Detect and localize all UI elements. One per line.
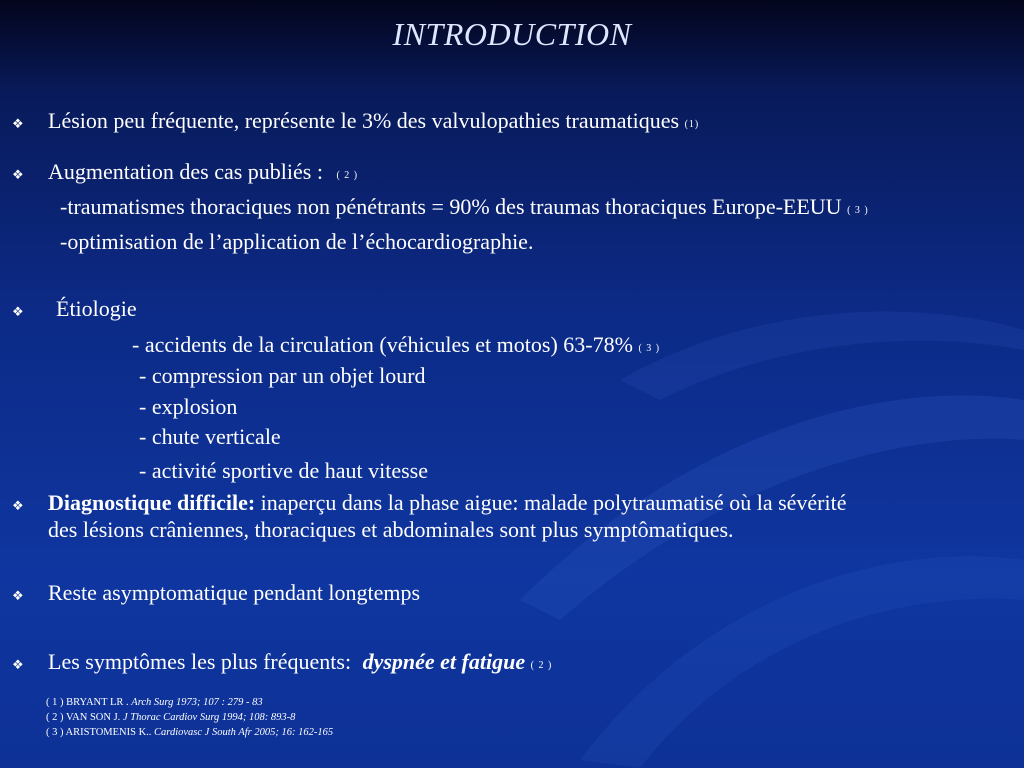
reference-3-num: ( 3 )	[46, 727, 64, 738]
bullet-3-text: Étiologie	[56, 296, 137, 321]
reference-2	[46, 713, 295, 724]
bullet-1-text: Lésion peu fréquente, représente le 3% des valvulopathies traumatiques	[48, 108, 680, 133]
reference-2-authors: VAN SON J.	[65, 712, 121, 723]
bullet-4-line-1	[48, 492, 847, 514]
bullet-2-sub-1-text: -traumatismes thoraciques non pénétrants = 90% des traumas thoraciques Europe-EEUU	[60, 194, 842, 219]
bullet-diamond-icon: ❖	[12, 588, 24, 603]
bullet-diamond-icon: ❖	[12, 304, 24, 319]
bullet-diamond-icon: ❖	[12, 657, 24, 672]
bullet-4-text-2: des lésions crâniennes, thoraciques et abdominales sont plus symptômatiques.	[48, 517, 734, 542]
bullet-1-ref: (1)	[684, 119, 700, 130]
bullet-2-text: Augmentation des cas publiés :	[48, 159, 323, 184]
reference-3	[46, 728, 333, 739]
bullet-3-sub-4: - chute verticale	[139, 424, 281, 449]
bullet-1	[48, 110, 699, 132]
bullet-3-sub-3: - explosion	[139, 394, 238, 419]
bullet-6-text: Les symptômes les plus fréquents:	[48, 649, 352, 674]
bullet-6	[48, 651, 552, 673]
bullet-diamond-icon: ❖	[12, 116, 24, 131]
bullet-6-ref: ( 2 )	[530, 660, 553, 671]
bullet-2-sub-1-ref: ( 3 )	[847, 205, 869, 216]
bullet-6-emphasis: dyspnée et fatigue	[362, 649, 526, 674]
bullet-2-sub-1	[60, 196, 869, 218]
bullet-diamond-icon: ❖	[12, 167, 24, 182]
bullet-4-bold: Diagnostique difficile:	[48, 490, 256, 515]
bullet-5-text: Reste asymptomatique pendant longtemps	[48, 580, 421, 605]
reference-1-citation: Arch Surg 1973; 107 : 279 - 83	[131, 697, 263, 708]
bullet-2-ref: ( 2 )	[336, 170, 359, 181]
bullet-2	[48, 161, 358, 183]
bullet-3-sub-1-text: - accidents de la circulation (véhicules et motos) 63-78%	[132, 332, 633, 357]
bullet-3-sub-1	[132, 334, 660, 356]
reference-3-citation: Cardiovasc J South Afr 2005; 16: 162-165	[154, 727, 334, 738]
slide-title: INTRODUCTION	[392, 16, 632, 52]
bullet-diamond-icon: ❖	[12, 498, 24, 513]
reference-2-citation: J Thorac Cardiov Surg 1994; 108: 893-8	[122, 712, 296, 723]
reference-1-authors: BRYANT LR .	[66, 697, 129, 708]
reference-2-num: ( 2 )	[46, 712, 64, 723]
reference-1	[46, 698, 263, 709]
bullet-3-sub-2: - compression par un objet lourd	[139, 363, 426, 388]
reference-1-num: ( 1 )	[46, 697, 64, 708]
bullet-4-text-1: inaperçu dans la phase aigue: malade polytraumatisé où la sévérité	[260, 490, 847, 515]
bullet-3-sub-5: - activité sportive de haut vitesse	[139, 458, 428, 483]
bullet-2-sub-2: -optimisation de l’application de l’échocardiographie.	[60, 229, 534, 254]
reference-3-authors: ARISTOMENIS K..	[65, 727, 152, 738]
bullet-3-sub-1-ref: ( 3 )	[638, 343, 661, 354]
